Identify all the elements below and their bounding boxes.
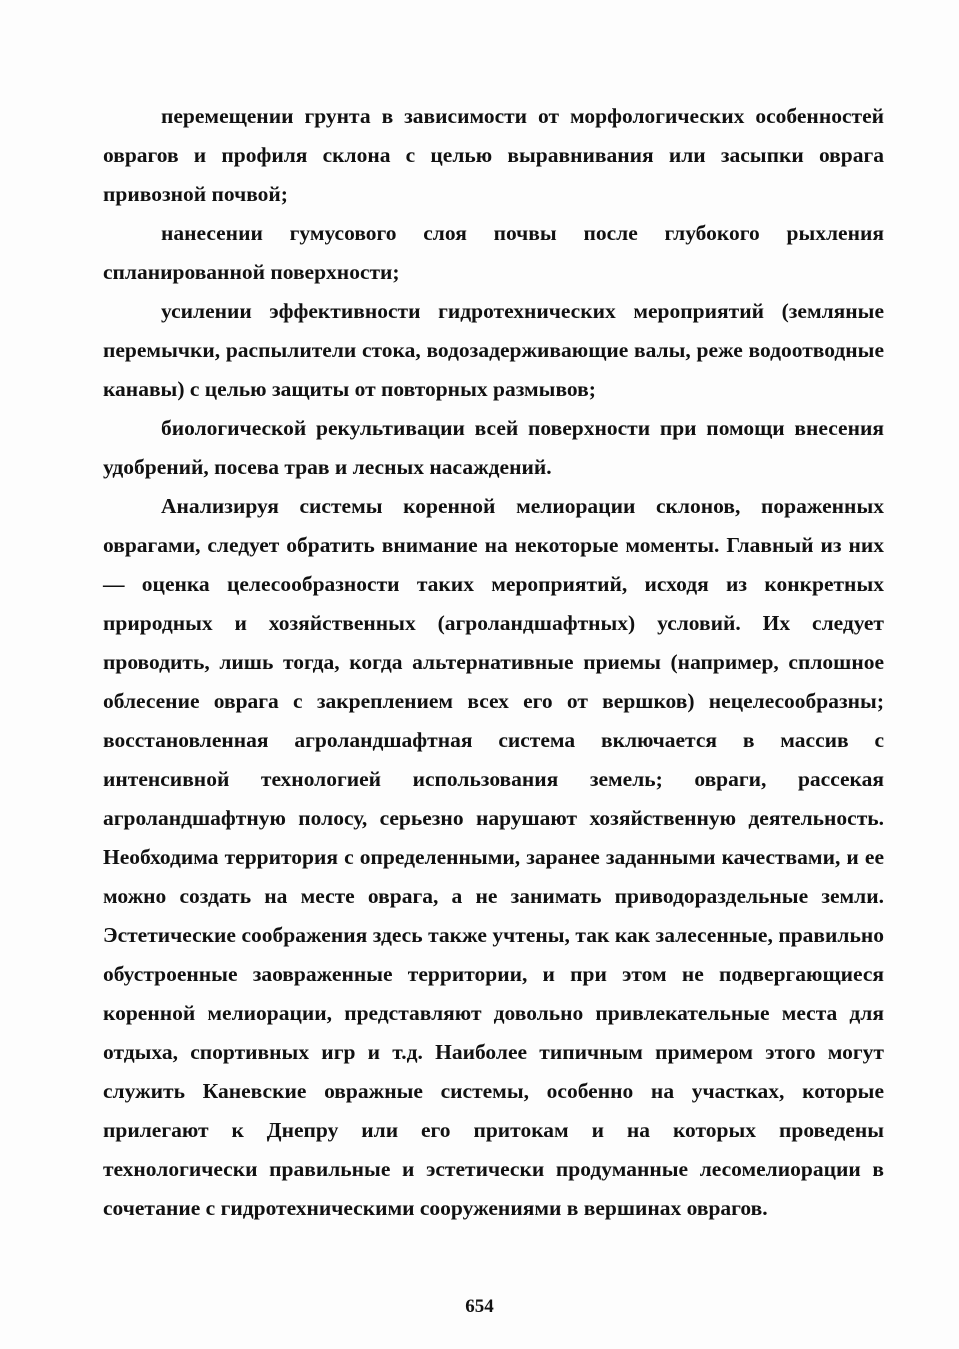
paragraph-hydro-measures: усилении эффективности гидротехнических мероприятий (земляные перемычки, распылители стока, водозадерживающие валы, реже водоотводные канавы) с целью защиты от повторных размывов; (103, 299, 884, 401)
page-number: 654 (465, 1296, 494, 1317)
paragraph-soil-moving: перемещении грунта в зависимости от морфологических особенностей оврагов и профиля склона с целью выравнивания или засыпки оврага привозной почвой; (103, 104, 884, 206)
paragraph-bio-recultivation: биологической рекультивации всей поверхности при помощи внесения удобрений, посева трав и лесных насаждений. (103, 416, 884, 479)
body-text (103, 97, 884, 1228)
paragraph-humus-layer: нанесении гумусового слоя почвы после глубокого рыхления спланированной поверхности; (103, 221, 884, 284)
paragraph-analysis: Анализируя системы коренной мелиорации склонов, пораженных оврагами, следует обратить внимание на некоторые моменты. Главный из них — оценка целесообразности таких мероприятий, исходя из конкретных природных и хозяйственных (агроландшафтных) условий. Их следует проводить, лишь тогда, когда альтернативные приемы (например, сплошное облесение оврага с закреплением всех его от вершков) нецелесообразны; восстановленная агроландшафтная система включается в массив с интенсивной технологией использования земель; овраги, рассекая агроландшафтную полосу, серьезно нарушают хозяйственную деятельность. Необходима территория с определенными, заранее заданными качествами, и ее можно создать на месте оврага, а не занимать приводораздельные земли. Эстетические соображения здесь также учтены, так как залесенные, правильно обустроенные заовраженные территории, и при этом не подвергающиеся коренной мелиорации, представляют довольно привлекательные места для отдыха, спортивных игр и т.д. Наиболее типичным примером этого могут служить Каневские овражные системы, особенно на участках, которые прилегают к Днепру или его притокам и на которых проведены технологически правильные и эстетически продуманные лесомелиорации в сочетание с гидротехническими сооружениями в вершинах оврагов. (103, 494, 884, 1220)
